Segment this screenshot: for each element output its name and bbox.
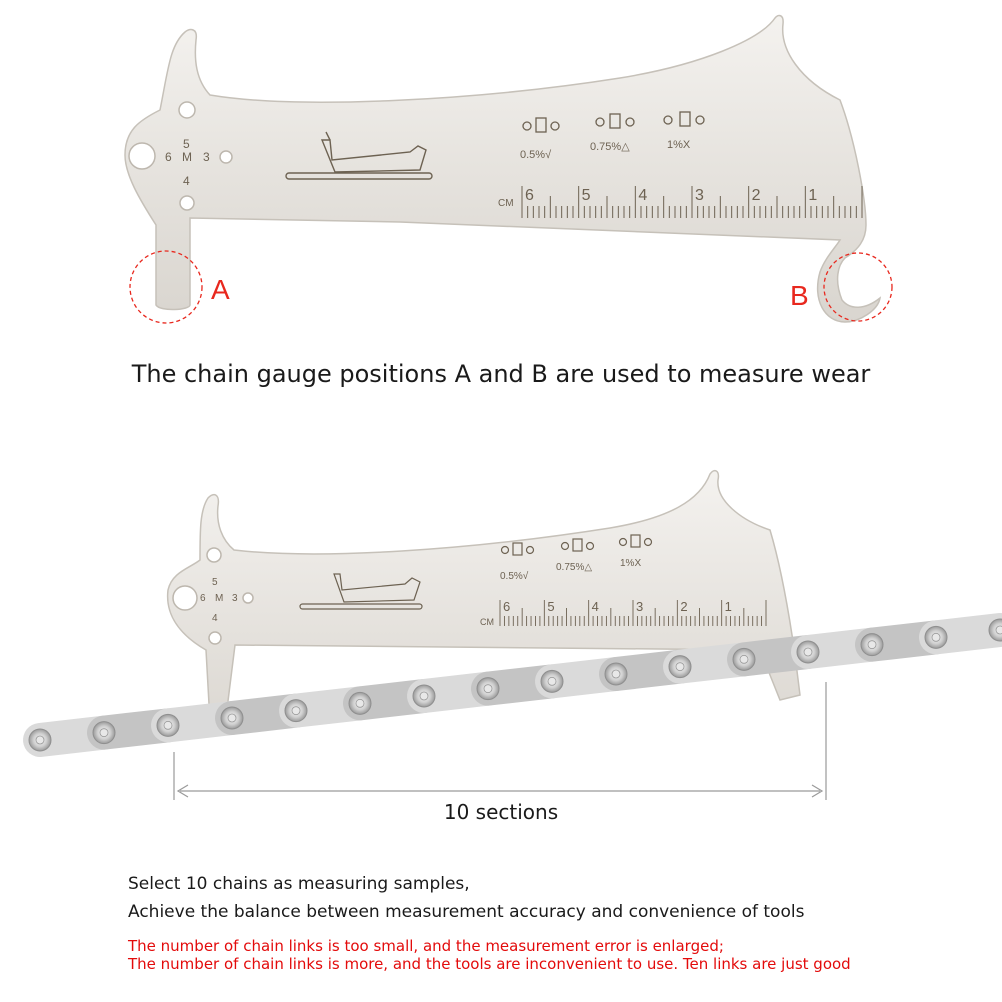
position-a-label: A xyxy=(211,274,230,305)
top-scale-number: 6 xyxy=(525,187,534,204)
chain-pin xyxy=(548,677,556,685)
chain-pin xyxy=(36,736,44,744)
top-scale-number: 5 xyxy=(581,187,591,204)
chain-pin xyxy=(420,692,428,700)
top-scale-number: 2 xyxy=(751,187,761,204)
gauge-body xyxy=(125,16,880,322)
hole-large-2 xyxy=(173,586,197,610)
red-note-line-1: The number of chain links is too small, and the measurement error is enlarged; xyxy=(128,937,724,955)
bottom-scale-number: 5 xyxy=(547,599,555,614)
scale-unit: CM xyxy=(498,198,514,209)
hole-large xyxy=(129,143,155,169)
hole-3 xyxy=(220,151,232,163)
bottom-scale-number: 1 xyxy=(724,599,732,614)
sections-label: 10 sections xyxy=(443,800,559,824)
hole-3-2 xyxy=(243,593,253,603)
chain-pin xyxy=(740,655,748,663)
note-line-2: Achieve the balance between measurement accuracy and convenience of tools xyxy=(128,902,805,922)
chain-pin xyxy=(932,633,940,641)
hole-label-3-2: 3 xyxy=(232,593,238,604)
top-scale-number: 4 xyxy=(638,187,648,204)
chain-pin xyxy=(676,663,684,671)
hole-4-2 xyxy=(209,632,221,644)
bottom-scale-number: 4 xyxy=(591,599,599,614)
chain-pin xyxy=(356,699,364,707)
wear-mark-075-2: 0.75%△ xyxy=(556,562,593,573)
bottom-scale-number: 2 xyxy=(680,599,688,614)
chain-pin xyxy=(868,641,876,649)
hole-5 xyxy=(179,102,195,118)
top-scale-number: 1 xyxy=(808,187,818,204)
chain-pin xyxy=(804,648,812,656)
chain-pin xyxy=(484,685,492,693)
chain-pin xyxy=(164,721,172,729)
red-note-line-2: The number of chain links is more, and the tools are inconvenient to use. Ten links are just good xyxy=(128,955,851,973)
wear-mark-1: 1%X xyxy=(667,139,691,151)
hole-label-4-2: 4 xyxy=(212,613,218,624)
chain-pin xyxy=(100,729,108,737)
top-chain-gauge xyxy=(0,0,1002,340)
caption-top: The chain gauge positions A and B are used to measure wear xyxy=(131,360,871,388)
hole-label-6-2: 6 xyxy=(200,593,206,604)
hole-label-6: 6 xyxy=(165,150,172,164)
hole-4 xyxy=(180,196,194,210)
wear-mark-05-2: 0.5%√ xyxy=(500,571,529,582)
hole-label-3: 3 xyxy=(203,150,210,164)
hole-5-2 xyxy=(207,548,221,562)
chain-pin xyxy=(228,714,236,722)
wear-mark-1-2: 1%X xyxy=(620,558,642,569)
wear-mark-075: 0.75%△ xyxy=(590,141,630,153)
note-line-1: Select 10 chains as measuring samples, xyxy=(128,874,470,894)
hole-label-5-2: 5 xyxy=(212,577,218,588)
position-b-label: B xyxy=(790,280,809,311)
bottom-scale-number: 3 xyxy=(636,599,644,614)
bottom-chain-gauge xyxy=(0,450,1002,810)
hole-label-4: 4 xyxy=(183,174,190,188)
hole-label-m: M xyxy=(182,150,192,164)
chain-pin xyxy=(996,626,1002,634)
wear-mark-05: 0.5%√ xyxy=(520,149,552,161)
bottom-scale-number: 6 xyxy=(503,599,511,614)
hole-label-m-2: M xyxy=(215,593,224,604)
scale-unit-2: CM xyxy=(480,617,494,627)
chain-pin xyxy=(612,670,620,678)
hole-label-5: 5 xyxy=(183,137,190,151)
chain-pin xyxy=(292,707,300,715)
top-scale-number: 3 xyxy=(695,187,704,204)
